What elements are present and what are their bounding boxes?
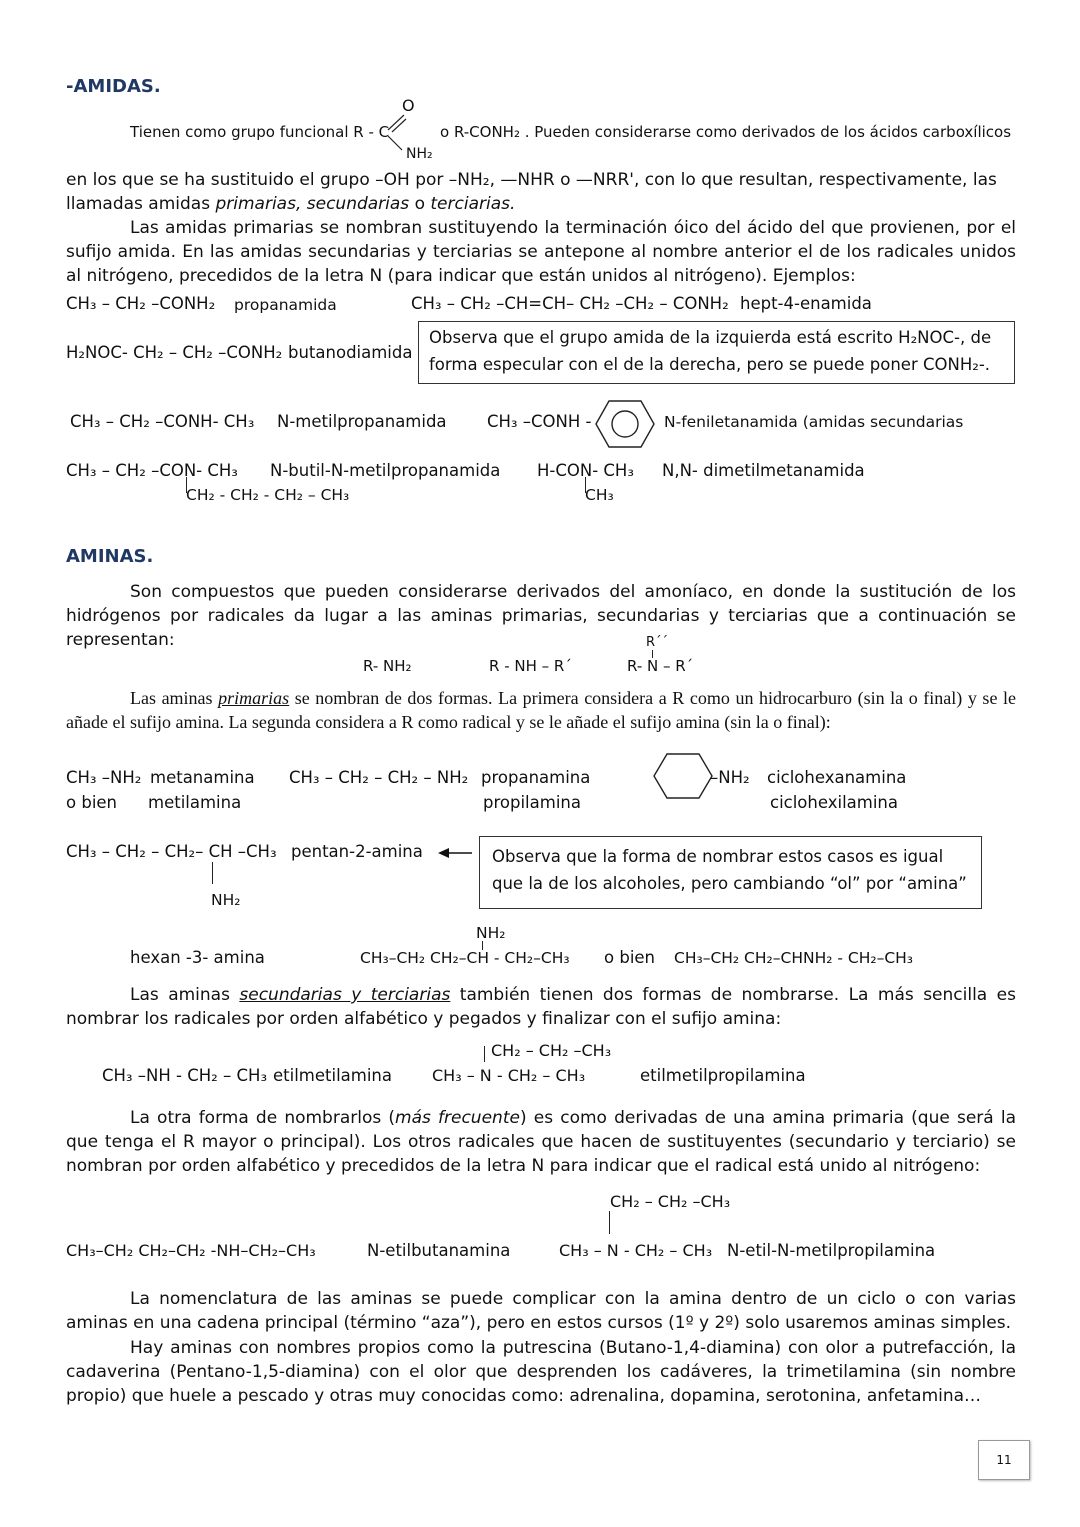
amidas-p2: llamadas amidas primarias, secundarias o terciarias.	[66, 194, 516, 214]
amida-ex3-name: butanodiamida	[288, 343, 413, 362]
amina-e9-top: CH₂ – CH₂ –CH₃	[610, 1192, 731, 1211]
aminas-p3: Las aminas secundarias y terciarias también tienen dos formas de nombrarse. La más sencilla es nombrar los radicales por orden alfabético y pegados y finalizar con el sufijo amina:	[66, 985, 1016, 1029]
amida-ex1-name: propanamida	[234, 296, 337, 314]
amina-e8-formula: CH₃–CH₂ CH₂–CH₂ -NH–CH₂–CH₃	[66, 1241, 316, 1260]
section-title-amidas: -AMIDAS.	[66, 76, 161, 97]
amina-e6-name: etilmetilamina	[273, 1066, 392, 1085]
amina-e8-name: N-etilbutanamina	[367, 1241, 511, 1260]
cyclohexane-ring-icon	[652, 752, 714, 800]
aminas-p6: Hay aminas con nombres propios como la putrescina (Butano-1,4-diamina) con olor a putrefacción, la cadaverina (Pentano-1,5-diamina) con el olor que desprenden los cadáveres, la trimetilamina (sin nombre propio) que huele a pescado y otras muy conocidas como: adrenalina, dopamina, serotonina, anfetamina…	[66, 1338, 1016, 1406]
amina-e1-or: o bien	[66, 793, 118, 812]
amina-e5-formula: CH₃–CH₂ CH₂–CH - CH₂–CH₃	[360, 949, 570, 967]
amina-e4-bond	[212, 862, 213, 884]
amina-e5-alt: CH₃–CH₂ CH₂–CHNH₂ - CH₂–CH₃	[674, 949, 914, 967]
amidas-p1: en los que se ha sustituido el grupo –OH por –NH₂, —NHR o —NRR', con lo que resultan, respectivamente, las	[66, 170, 997, 190]
amida-ex5-name: N-feniletanamida (amidas secundarias	[664, 413, 964, 431]
amina-e1-name: metanamina	[150, 768, 255, 787]
amida-ex6-name: N-butil-N-metilpropanamida	[270, 461, 501, 480]
amina-e4-branch: NH₂	[211, 891, 241, 909]
aminas-p1: Son compuestos que pueden considerarse derivados del amoníaco, en donde la sustitución de los hidrógenos por radicales da lugar a las aminas primarias, secundarias y terciarias que a continuación se representan:	[66, 582, 1016, 650]
amina-e9-formula: CH₃ – N - CH₂ – CH₃	[559, 1241, 713, 1260]
amidas-intro-nh2: NH₂	[406, 146, 433, 162]
amida-ex7-name: N,N- dimetilmetanamida	[662, 461, 865, 480]
amida-ex2-formula: CH₃ – CH₂ –CH=CH– CH₂ –CH₂ – CONH₂	[411, 294, 729, 313]
amina-e7-bond	[484, 1046, 485, 1062]
amidas-p3: Las amidas primarias se nombran sustituyendo la terminación óico del ácido del que provienen, por el sufijo amida. En las amidas secundarias y terciarias se antepone al nombre anterior el de los radicales unidos al nitrógeno, precedidos de la letra N (para indicar que están unidos al nitrógeno). Ejemplos:	[66, 218, 1016, 286]
amina-e7-top: CH₂ – CH₂ –CH₃	[491, 1041, 612, 1060]
amida-ex4-formula: CH₃ – CH₂ –CONH- CH₃	[70, 412, 255, 431]
amidas-intro-a: Tienen como grupo funcional R - C	[130, 123, 390, 141]
amina-general-secondary: R - NH – R´	[489, 657, 572, 675]
amida-ex4-name: N-metilpropanamida	[277, 412, 447, 431]
amina-e4-formula: CH₃ – CH₂ – CH₂– CH –CH₃	[66, 842, 277, 861]
amina-e2-formula: CH₃ – CH₂ – CH₂ – NH₂	[289, 768, 469, 787]
amida-ex7-formula: H-CON- CH₃	[537, 461, 634, 480]
amina-e5-or: o bien	[604, 948, 656, 967]
amida-ex1-formula: CH₃ – CH₂ –CONH₂	[66, 294, 216, 313]
amida-ex6-formula: CH₃ – CH₂ –CON- CH₃	[66, 461, 238, 480]
amina-e7-formula: CH₃ – N - CH₂ – CH₃	[432, 1066, 586, 1085]
amina-e1-formula: CH₃ –NH₂	[66, 768, 142, 787]
aminas-p4: La otra forma de nombrarlos (más frecuente) es como derivadas de una amina primaria (que será la que tenga el R mayor o principal). Los otros radicales que hacen de sustituyentes (secundario y terciario) se nombran por orden alfabético y precedidos de la letra N para indicar que el radical está unido al nitrógeno:	[66, 1108, 1016, 1176]
aminas-p2: Las aminas primarias se nombran de dos formas. La primera considera a R como un hidrocarburo (sin la o final) y se le añade el sufijo amina. La segunda considera a R como radical y se le añade el sufijo amina (sin la o final):	[66, 688, 1016, 732]
amida-ex3-formula: H₂NOC- CH₂ – CH₂ –CONH₂	[66, 343, 283, 362]
amida-ex2-name: hept-4-enamida	[740, 294, 872, 313]
arrow-left-icon	[438, 845, 474, 861]
page-number: 11	[996, 1453, 1012, 1467]
amina-e5-name: hexan -3- amina	[130, 948, 265, 967]
amina-general-primary: R- NH₂	[363, 657, 412, 675]
aminas-note-box: Observa que la forma de nombrar estos casos es igual que la de los alcoholes, pero cambiando “ol” por “amina”	[479, 836, 982, 909]
amina-e9-bond	[609, 1211, 610, 1234]
amida-ex7-branch: CH₃	[585, 486, 614, 504]
amina-e2-alt: propilamina	[483, 793, 581, 812]
amida-ex5-formula: CH₃ –CONH -	[487, 412, 592, 431]
amina-e3-alt: ciclohexilamina	[770, 793, 898, 812]
amina-e1-alt: metilamina	[148, 793, 242, 812]
amina-e3-group: –NH₂	[710, 768, 750, 787]
amina-e4-name: pentan-2-amina	[291, 842, 423, 861]
amina-general-tertiary-top: R´´	[646, 635, 669, 650]
amina-e9-name: N-etil-N-metilpropilamina	[727, 1241, 936, 1260]
benzene-ring-icon	[594, 399, 656, 449]
amina-e5-top: NH₂	[476, 924, 506, 942]
amidas-note-box: Observa que el grupo amida de la izquierda está escrito H₂NOC-, de forma especular con el de la derecha, pero se puede poner CONH₂-.	[418, 321, 1015, 384]
amina-e3-name: ciclohexanamina	[767, 768, 907, 787]
page-number-box	[978, 1440, 1030, 1480]
amina-general-tertiary: R- N – R´	[627, 657, 694, 675]
section-title-aminas: AMINAS.	[66, 546, 154, 567]
amina-e2-name: propanamina	[481, 768, 591, 787]
amidas-intro-o: O	[402, 96, 415, 115]
amidas-intro-b: o R-CONH₂ . Pueden considerarse como derivados de los ácidos carboxílicos	[440, 123, 1012, 141]
amida-ex6-branch: CH₂ - CH₂ - CH₂ – CH₃	[186, 486, 350, 504]
amina-e6-formula: CH₃ –NH - CH₂ – CH₃	[102, 1066, 268, 1085]
aminas-p5: La nomenclatura de las aminas se puede complicar con la amina dentro de un ciclo o con varias aminas en una cadena principal (término “aza”), pero en estos cursos (1º y 2º) solo usaremos aminas simples.	[66, 1289, 1016, 1333]
amina-e7-name: etilmetilpropilamina	[640, 1066, 806, 1085]
